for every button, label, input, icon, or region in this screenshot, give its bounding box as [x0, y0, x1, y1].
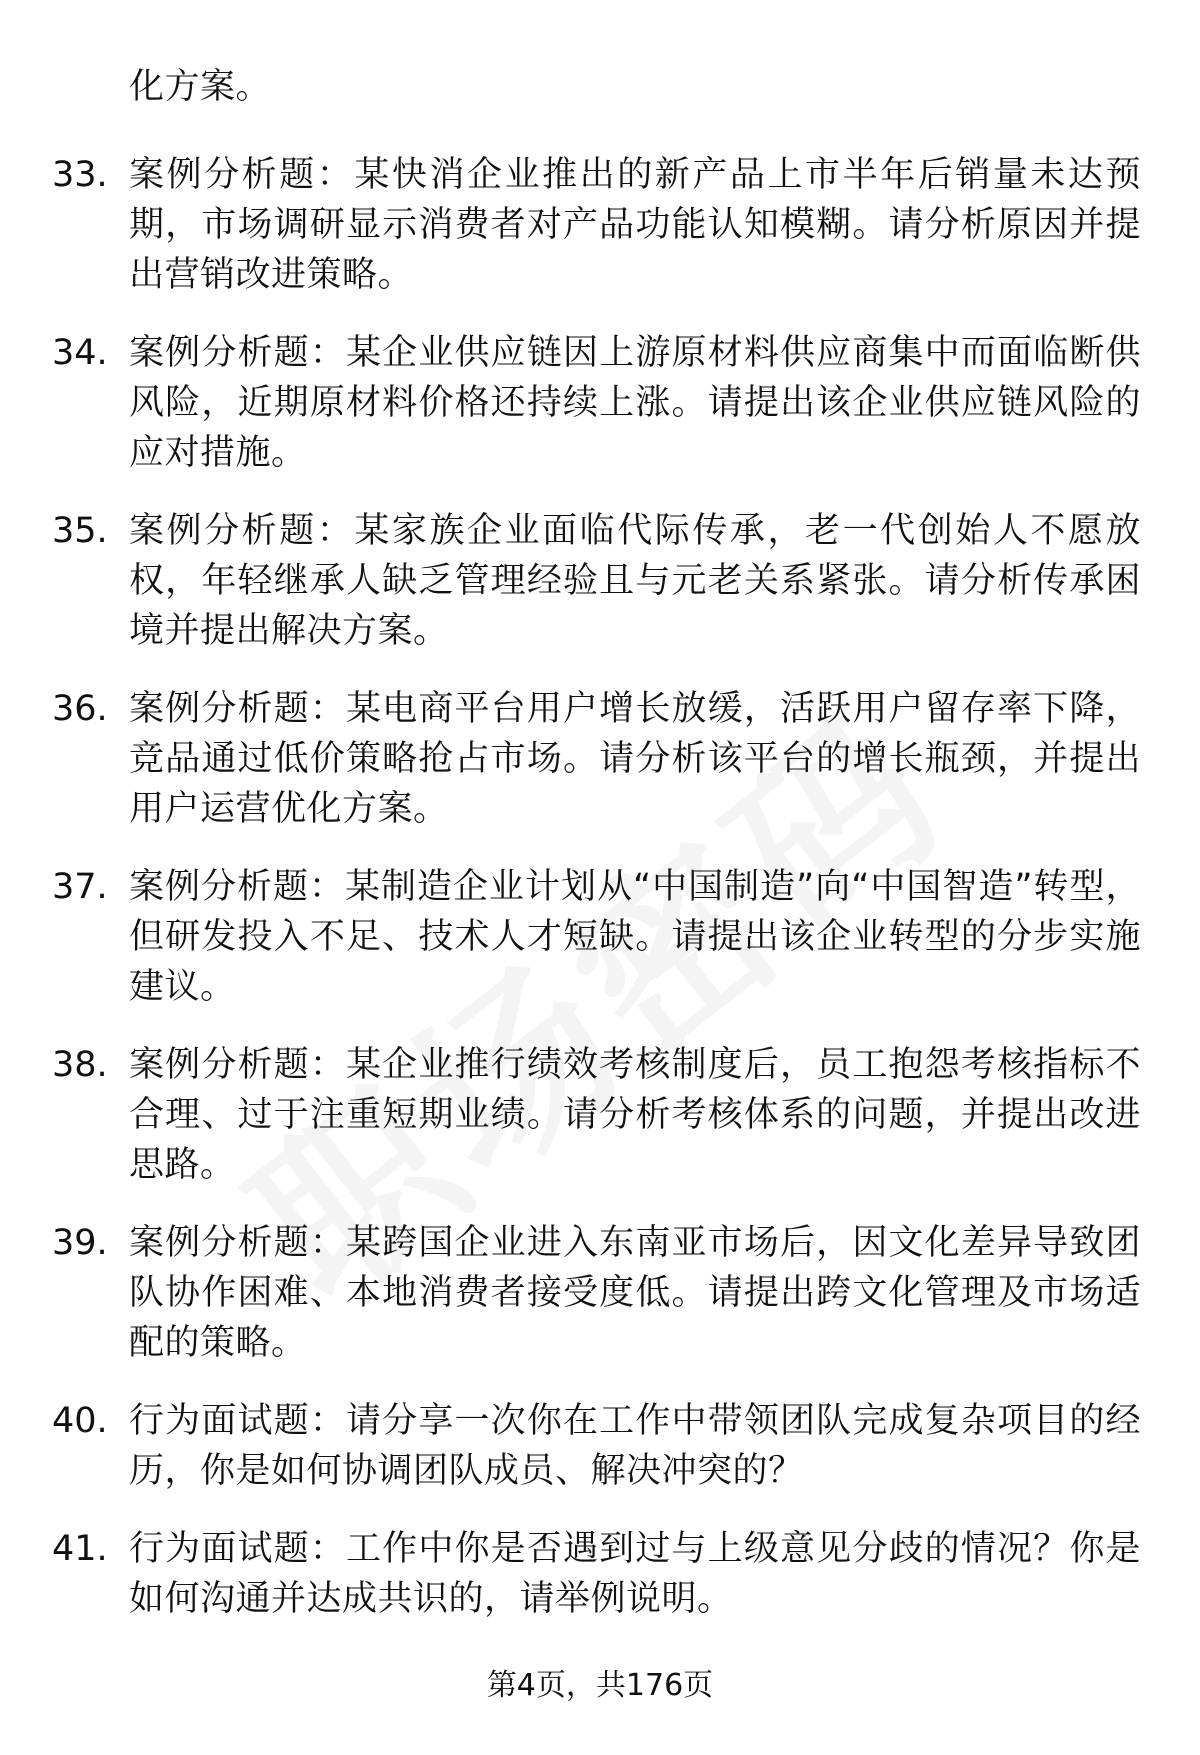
question-number: 41.	[52, 1529, 108, 1569]
question-text: 案例分析题：某家族企业面临代际传承，老一代创始人不愿放权，年轻继承人缺乏管理经验且与元老关系紧张。请分析传承困境并提出解决方案。	[129, 511, 1141, 651]
question-text: 行为面试题：工作中你是否遇到过与上级意见分歧的情况？你是如何沟通并达成共识的，请举例说明。	[129, 1529, 1141, 1619]
question-number: 38.	[52, 1045, 108, 1085]
question-text: 行为面试题：请分享一次你在工作中带领团队完成复杂项目的经历，你是如何协调团队成员、解决冲突的？	[129, 1401, 1141, 1491]
question-number: 34.	[52, 333, 108, 373]
question-list	[0, 150, 1200, 1652]
continuation-text: 化方案。	[129, 67, 272, 107]
question-item	[0, 150, 1200, 300]
question-text: 案例分析题：某跨国企业进入东南亚市场后，因文化差异导致团队协作困难、本地消费者接受度低。请提出跨文化管理及市场适配的策略。	[129, 1223, 1141, 1363]
question-item	[0, 1524, 1200, 1624]
question-number: 40.	[52, 1401, 108, 1441]
question-item	[0, 1218, 1200, 1368]
question-number: 37.	[52, 867, 108, 907]
page-footer: 第4页，共176页	[486, 1668, 714, 1703]
question-number: 33.	[52, 155, 108, 195]
question-text: 案例分析题：某企业供应链因上游原材料供应商集中而面临断供风险，近期原材料价格还持续上涨。请提出该企业供应链风险的应对措施。	[129, 333, 1141, 473]
question-number: 36.	[52, 689, 108, 729]
question-item	[0, 684, 1200, 834]
question-number: 35.	[52, 511, 108, 551]
question-number: 39.	[52, 1223, 108, 1263]
question-item	[0, 1040, 1200, 1190]
question-text: 案例分析题：某企业推行绩效考核制度后，员工抱怨考核指标不合理、过于注重短期业绩。请分析考核体系的问题，并提出改进思路。	[129, 1045, 1141, 1185]
question-text: 案例分析题：某电商平台用户增长放缓，活跃用户留存率下降，竞品通过低价策略抢占市场。请分析该平台的增长瓶颈，并提出用户运营优化方案。	[129, 689, 1141, 829]
question-item	[0, 506, 1200, 656]
question-item	[0, 328, 1200, 478]
question-text: 案例分析题：某制造企业计划从“中国制造”向“中国智造”转型，但研发投入不足、技术人才短缺。请提出该企业转型的分步实施建议。	[129, 867, 1141, 1007]
question-item	[0, 1396, 1200, 1496]
question-text: 案例分析题：某快消企业推出的新产品上市半年后销量未达预期，市场调研显示消费者对产品功能认知模糊。请分析原因并提出营销改进策略。	[129, 155, 1141, 295]
question-item	[0, 862, 1200, 1012]
